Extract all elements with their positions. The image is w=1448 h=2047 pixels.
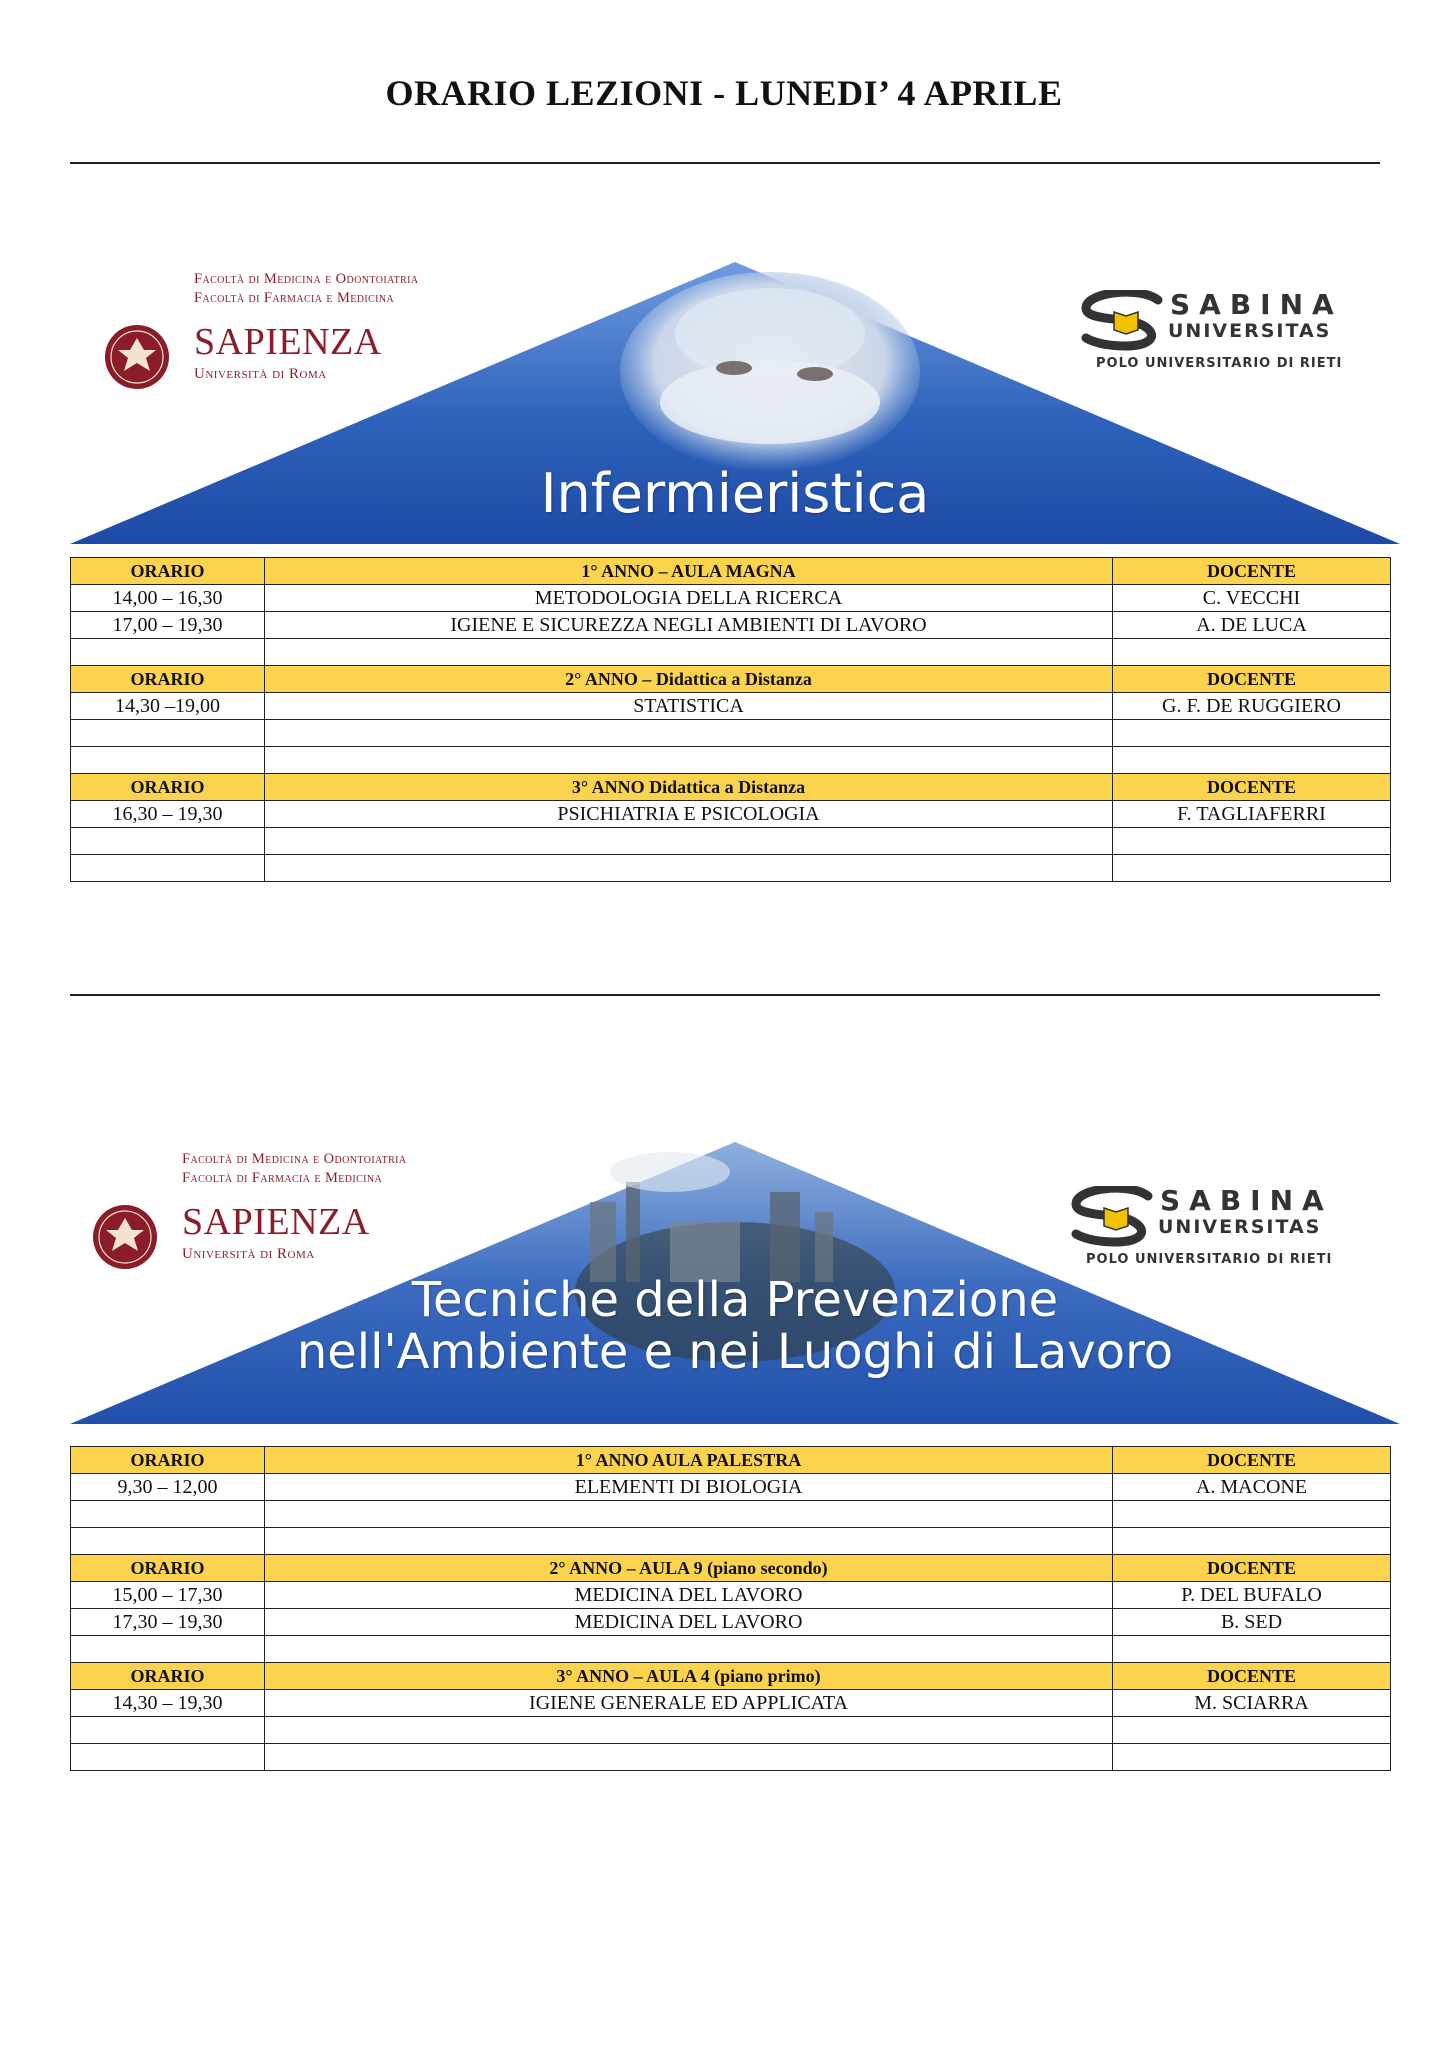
faculty-line-1: Facoltà di Medicina e Odontoiatria xyxy=(182,1151,407,1167)
timetable-infermieristica xyxy=(70,557,1391,882)
cell-materia: STATISTICA xyxy=(265,693,1113,720)
cell-materia xyxy=(265,1501,1113,1528)
sabina-book-icon xyxy=(1070,1186,1162,1248)
timetable-tecniche-prevenzione xyxy=(70,1446,1391,1771)
cell-materia xyxy=(265,1528,1113,1555)
table-row xyxy=(71,747,1391,774)
cell-docente xyxy=(1113,1636,1391,1663)
cell-orario: 14,00 – 16,30 xyxy=(71,585,265,612)
cell-materia: MEDICINA DEL LAVORO xyxy=(265,1609,1113,1636)
sabina-book-icon xyxy=(1080,290,1172,352)
table-header-row xyxy=(71,666,1391,693)
header-anno: 3° ANNO Didattica a Distanza xyxy=(265,774,1113,801)
cell-materia xyxy=(265,720,1113,747)
table-row xyxy=(71,828,1391,855)
cell-orario xyxy=(71,1744,265,1771)
sabina-wordmark: SABINA xyxy=(1160,1184,1333,1217)
table-row xyxy=(71,1474,1391,1501)
cell-orario: 16,30 – 19,30 xyxy=(71,801,265,828)
cell-docente: P. DEL BUFALO xyxy=(1113,1582,1391,1609)
cell-orario xyxy=(71,1636,265,1663)
cell-orario xyxy=(71,1501,265,1528)
page-title: ORARIO LEZIONI - LUNEDI’ 4 APRILE xyxy=(385,73,1063,113)
universitas-wordmark: UNIVERSITAS xyxy=(1158,1216,1322,1238)
cell-orario xyxy=(71,828,265,855)
cell-materia: IGIENE GENERALE ED APPLICATA xyxy=(265,1690,1113,1717)
faculty-line-2: Facoltà di Farmacia e Medicina xyxy=(182,1170,383,1186)
table-row xyxy=(71,1609,1391,1636)
header-docente: DOCENTE xyxy=(1113,558,1391,585)
table-row xyxy=(71,1744,1391,1771)
sapienza-wordmark: SAPIENZA xyxy=(182,1201,370,1243)
sapienza-logo xyxy=(92,1142,512,1302)
table-row xyxy=(71,612,1391,639)
cell-orario: 15,00 – 17,30 xyxy=(71,1582,265,1609)
header-docente: DOCENTE xyxy=(1113,1447,1391,1474)
table-row xyxy=(71,1690,1391,1717)
sapienza-subtitle: Università di Roma xyxy=(194,366,327,382)
sapienza-seal-icon xyxy=(92,1204,158,1270)
cell-docente: C. VECCHI xyxy=(1113,585,1391,612)
cell-orario: 17,30 – 19,30 xyxy=(71,1609,265,1636)
cell-docente xyxy=(1113,1501,1391,1528)
cell-docente: G. F. DE RUGGIERO xyxy=(1113,693,1391,720)
header-orario: ORARIO xyxy=(71,1447,265,1474)
cell-docente xyxy=(1113,1744,1391,1771)
cell-docente: B. SED xyxy=(1113,1609,1391,1636)
cell-docente xyxy=(1113,1717,1391,1744)
table-row xyxy=(71,585,1391,612)
divider-middle xyxy=(70,994,1380,996)
sapienza-seal-icon xyxy=(104,324,170,390)
header-anno: 1° ANNO AULA PALESTRA xyxy=(265,1447,1113,1474)
cell-docente: M. SCIARRA xyxy=(1113,1690,1391,1717)
divider-top xyxy=(70,162,1380,164)
sapienza-wordmark: SAPIENZA xyxy=(194,321,382,363)
header-docente: DOCENTE xyxy=(1113,1663,1391,1690)
header-orario: ORARIO xyxy=(71,774,265,801)
cell-orario xyxy=(71,747,265,774)
header-docente: DOCENTE xyxy=(1113,774,1391,801)
header-docente: DOCENTE xyxy=(1113,1555,1391,1582)
header-docente: DOCENTE xyxy=(1113,666,1391,693)
header-anno: 2° ANNO – Didattica a Distanza xyxy=(265,666,1113,693)
cell-materia: METODOLOGIA DELLA RICERCA xyxy=(265,585,1113,612)
cell-materia xyxy=(265,855,1113,882)
cell-materia xyxy=(265,1744,1113,1771)
cell-docente: A. MACONE xyxy=(1113,1474,1391,1501)
table-header-row xyxy=(71,1447,1391,1474)
cell-docente xyxy=(1113,855,1391,882)
course-title: Infermieristica xyxy=(540,462,930,525)
faculty-line-1: Facoltà di Medicina e Odontoiatria xyxy=(194,271,419,287)
cell-materia xyxy=(265,1717,1113,1744)
header-orario: ORARIO xyxy=(71,558,265,585)
header-anno: 3° ANNO – AULA 4 (piano primo) xyxy=(265,1663,1113,1690)
faculty-line-2: Facoltà di Farmacia e Medicina xyxy=(194,290,395,306)
polo-text: POLO UNIVERSITARIO DI RIETI xyxy=(1086,1252,1333,1267)
cell-docente xyxy=(1113,720,1391,747)
cell-docente xyxy=(1113,747,1391,774)
table-row xyxy=(71,1717,1391,1744)
table-header-row xyxy=(71,558,1391,585)
table-row xyxy=(71,855,1391,882)
cell-docente xyxy=(1113,1528,1391,1555)
banner-tecniche-prevenzione xyxy=(70,1142,1400,1442)
universitas-wordmark: UNIVERSITAS xyxy=(1168,320,1332,342)
header-orario: ORARIO xyxy=(71,1663,265,1690)
table-row xyxy=(71,1636,1391,1663)
sabina-logo xyxy=(1080,286,1390,396)
cell-materia: ELEMENTI DI BIOLOGIA xyxy=(265,1474,1113,1501)
sabina-wordmark: SABINA xyxy=(1170,288,1343,321)
table-row xyxy=(71,1582,1391,1609)
cell-docente xyxy=(1113,639,1391,666)
cell-orario: 14,30 –19,00 xyxy=(71,693,265,720)
table-header-row xyxy=(71,1663,1391,1690)
cell-materia xyxy=(265,1636,1113,1663)
cell-orario xyxy=(71,1528,265,1555)
table-row xyxy=(71,1501,1391,1528)
cell-orario: 14,30 – 19,30 xyxy=(71,1690,265,1717)
banner-infermieristica xyxy=(70,262,1400,562)
table-row xyxy=(71,1528,1391,1555)
cell-docente: F. TAGLIAFERRI xyxy=(1113,801,1391,828)
course-title-line-2: nell'Ambiente e nei Luoghi di Lavoro xyxy=(296,1324,1174,1380)
cell-orario: 17,00 – 19,30 xyxy=(71,612,265,639)
cell-materia: PSICHIATRIA E PSICOLOGIA xyxy=(265,801,1113,828)
table-row xyxy=(71,720,1391,747)
course-title-line-1: Tecniche della Prevenzione xyxy=(411,1272,1059,1328)
table-row xyxy=(71,639,1391,666)
faculty-names xyxy=(182,1150,407,1188)
sapienza-logo xyxy=(104,262,524,422)
cell-docente: A. DE LUCA xyxy=(1113,612,1391,639)
cell-orario: 9,30 – 12,00 xyxy=(71,1474,265,1501)
sabina-logo xyxy=(1070,1182,1380,1292)
sapienza-subtitle: Università di Roma xyxy=(182,1246,315,1262)
cell-materia xyxy=(265,828,1113,855)
header-orario: ORARIO xyxy=(71,1555,265,1582)
cell-orario xyxy=(71,1717,265,1744)
cell-orario xyxy=(71,639,265,666)
header-anno: 2° ANNO – AULA 9 (piano secondo) xyxy=(265,1555,1113,1582)
header-anno: 1° ANNO – AULA MAGNA xyxy=(265,558,1113,585)
cell-materia: MEDICINA DEL LAVORO xyxy=(265,1582,1113,1609)
table-row xyxy=(71,693,1391,720)
header-orario: ORARIO xyxy=(71,666,265,693)
faculty-names xyxy=(194,270,419,308)
cell-materia xyxy=(265,639,1113,666)
cell-orario xyxy=(71,855,265,882)
polo-text: POLO UNIVERSITARIO DI RIETI xyxy=(1096,356,1343,371)
cell-materia xyxy=(265,747,1113,774)
cell-docente xyxy=(1113,828,1391,855)
cell-orario xyxy=(71,720,265,747)
table-row xyxy=(71,801,1391,828)
table-header-row xyxy=(71,774,1391,801)
cell-materia: IGIENE E SICUREZZA NEGLI AMBIENTI DI LAVORO xyxy=(265,612,1113,639)
table-header-row xyxy=(71,1555,1391,1582)
